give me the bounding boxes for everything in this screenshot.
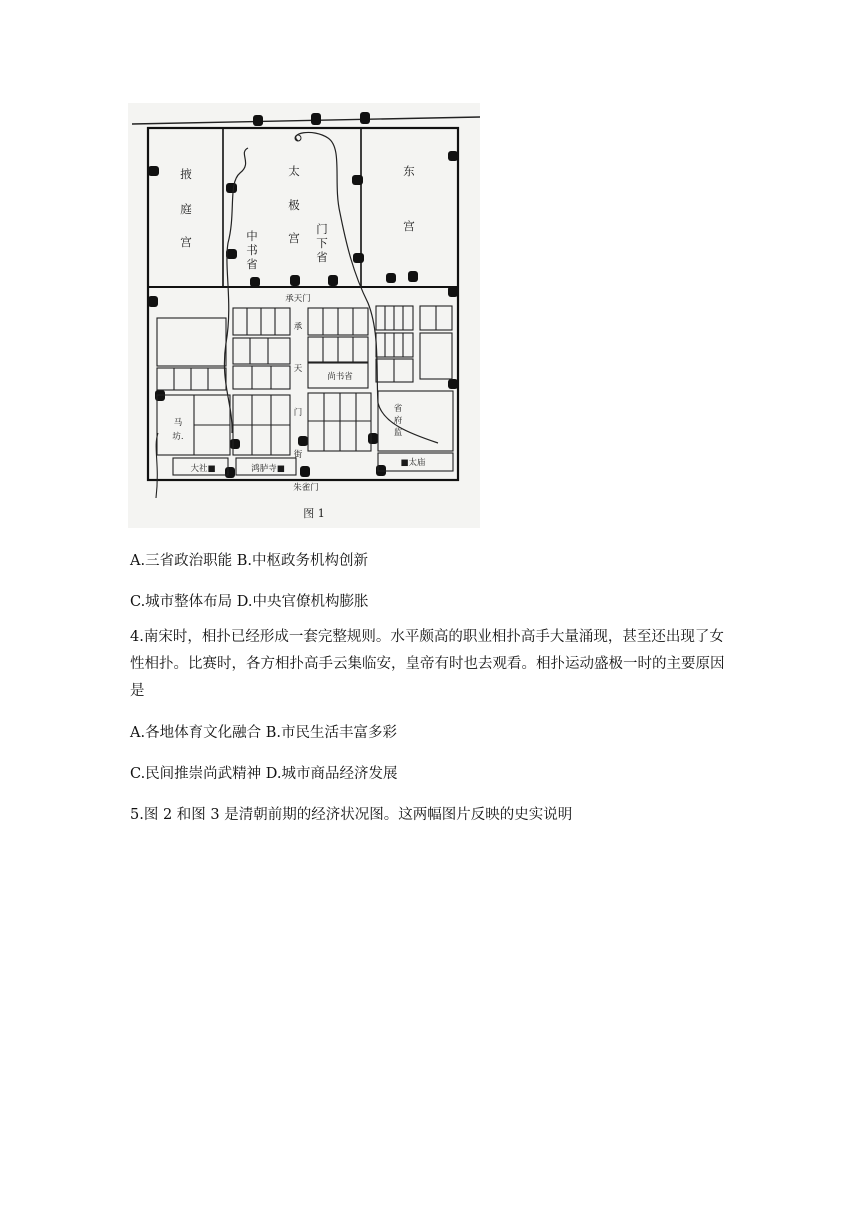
label-menxia-1: 门 — [316, 222, 328, 236]
label-zhongshu-3: 省 — [246, 257, 258, 271]
label-zhongshu-2: 书 — [246, 243, 258, 257]
label-yeting-3: 宫 — [180, 235, 192, 249]
q4-options-line-1: A.各地体育文化融合 B.市民生活丰富多彩 — [130, 725, 397, 741]
label-street-2: 天 — [293, 364, 303, 374]
label-dashe: 大社■ — [190, 464, 216, 474]
label-taimiao: ■太庙 — [400, 458, 426, 468]
label-yeting-1: 掖 — [180, 167, 192, 181]
label-shengfujian-2: 府 — [393, 416, 403, 426]
q3-options-line-2: C.城市整体布局 D.中央官僚机构膨胀 — [130, 594, 369, 610]
label-donggong-1: 东 — [403, 164, 415, 178]
label-taiji-3: 宫 — [288, 231, 300, 245]
label-shengfujian-1: 省 — [393, 404, 403, 414]
q4-stem: 4.南宋时，相扑已经形成一套完整规则。水平颇高的职业相扑高手大量涌现，甚至还出现了女性相扑。比赛时，各方相扑高手云集临安，皇帝有时也去观看。相扑运动盛极一时的主要原因是 — [130, 629, 725, 699]
label-menxia-2: 下 — [316, 236, 328, 250]
label-donggong-2: 宫 — [403, 219, 415, 233]
q5-stem: 5.图 2 和图 3 是清朝前期的经济状况图。这两幅图片反映的史实说明 — [130, 807, 573, 823]
label-street-1: 承 — [293, 322, 303, 332]
map-figure — [128, 103, 480, 528]
figure-caption: 图 1 — [303, 507, 325, 520]
label-zhongshu-1: 中 — [246, 229, 258, 243]
label-street-3: 门 — [293, 408, 303, 418]
label-taiji-1: 太 — [288, 164, 300, 178]
label-taiji-2: 极 — [288, 198, 300, 212]
label-shangshu: 尚书省 — [327, 372, 353, 382]
label-menxia-3: 省 — [316, 250, 328, 264]
label-zhuquemen: 朱雀门 — [293, 483, 319, 493]
label-chengtianmen: 承天门 — [285, 294, 311, 304]
label-shengfujian-3: 监 — [393, 428, 403, 438]
label-mafang-2: 坊. — [172, 432, 184, 442]
q3-options-line-1: A.三省政治职能 B.中枢政务机构创新 — [130, 553, 368, 569]
label-street-4: 街 — [293, 450, 303, 460]
q4-options-line-2: C.民间推崇尚武精神 D.城市商品经济发展 — [130, 766, 398, 782]
label-honglu: 鸿胪寺■ — [251, 464, 285, 474]
label-mafang-1: 马 — [173, 418, 183, 428]
label-yeting-2: 庭 — [180, 202, 192, 216]
